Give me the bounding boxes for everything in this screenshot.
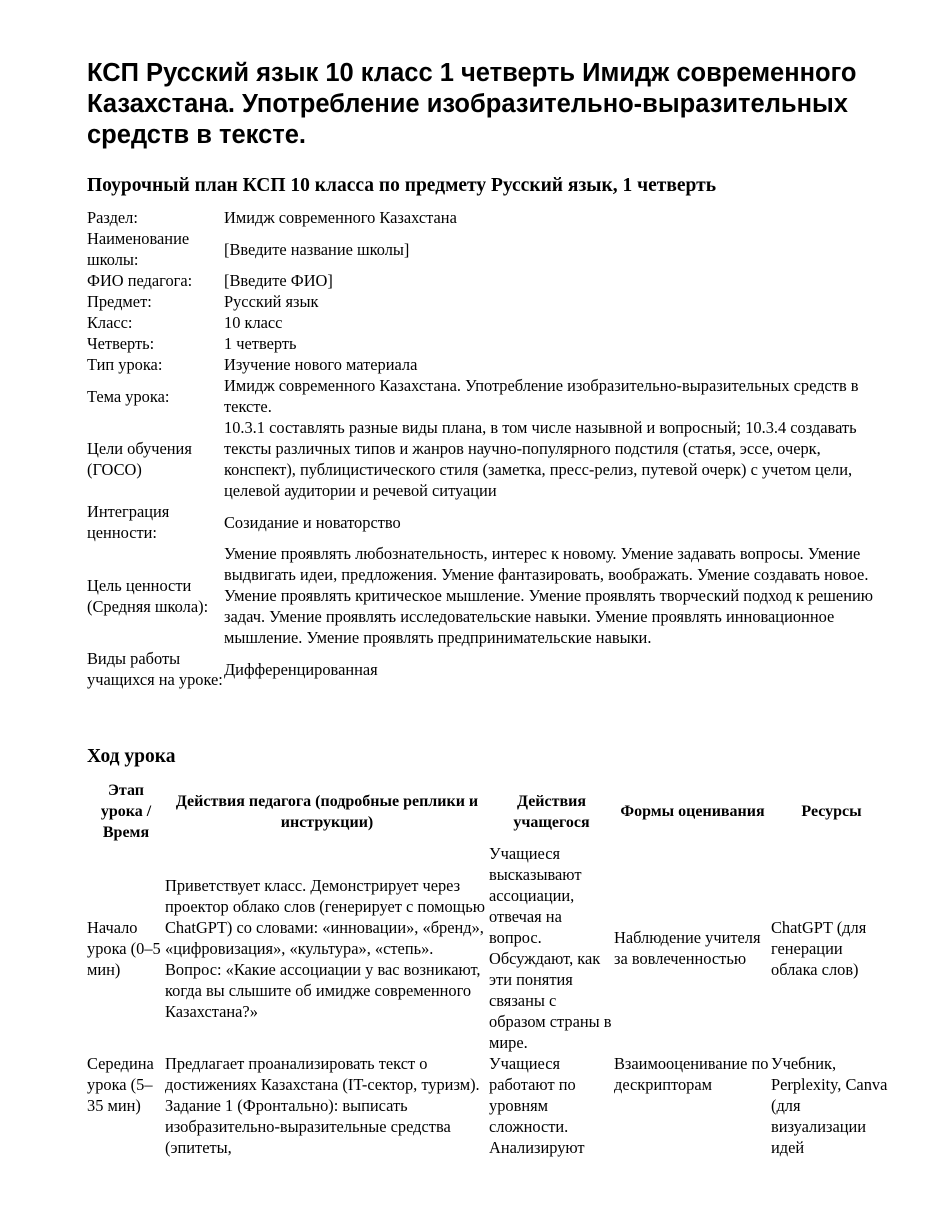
resources-cell: Учебник, Perplexity, Canva (для визуализации идей xyxy=(771,1054,888,1157)
info-label: Предмет: xyxy=(87,292,152,311)
info-row xyxy=(87,228,892,270)
info-value: [Введите ФИО] xyxy=(224,271,333,290)
table-header-row xyxy=(87,780,892,843)
stage-cell: Середина урока (5–35 мин) xyxy=(87,1054,154,1115)
info-value: 10 класс xyxy=(224,313,283,332)
document-title: КСП Русский язык 10 класс 1 четверть Имидж современного Казахстана. Употребление изобразительно-выразительных средств в тексте. xyxy=(87,59,857,149)
column-header: Действия педагога (подробные реплики и инструкции) xyxy=(175,792,479,831)
info-label: Цели обучения (ГОСО) xyxy=(87,439,192,479)
plan-subtitle: Поурочный план КСП 10 класса по предмету Русский язык, 1 четверть xyxy=(87,175,717,196)
info-row xyxy=(87,417,892,501)
column-header: Ресурсы xyxy=(801,803,862,820)
info-label: Интеграция ценности: xyxy=(87,502,170,542)
info-row xyxy=(87,312,892,333)
info-label: Виды работы учащихся на уроке: xyxy=(87,649,223,689)
info-row xyxy=(87,375,892,417)
info-label: Четверть: xyxy=(87,334,155,353)
info-value: Умение проявлять любознательность, интерес к новому. Умение задавать вопросы. Умение выдвигать идеи, предложения. Умение фантазировать, воображать. Умение создавать новое. Умение проявлять критическое мышление. Умение проявлять творческий подход к решению задач. Умение проявлять исследовательские навыки. Умение проявлять инновационное мышление. Умение проявлять предпринимательские навыки. xyxy=(224,544,873,647)
info-label: Наименование школы: xyxy=(87,229,190,269)
stage-cell: Начало урока (0–5 мин) xyxy=(87,917,161,979)
info-row xyxy=(87,543,892,648)
column-header: Формы оценивания xyxy=(620,803,765,820)
info-label: ФИО педагога: xyxy=(87,271,193,290)
teacher-actions-cell: Приветствует класс. Демонстрирует через проектор облако слов (генерирует с помощью ChatGPT) со словами: «инновации», «бренд», «цифровизация», «культура», «степь». Вопрос: «Какие ассоциации у вас возникают, когда вы слышите об имидже современного Казахстана?» xyxy=(165,875,485,1021)
info-value: Изучение нового материала xyxy=(224,355,418,374)
assessment-cell: Взаимооценивание по дескрипторам xyxy=(614,1054,769,1094)
info-label: Тип урока: xyxy=(87,355,163,374)
column-header: Этап урока / Время xyxy=(100,782,152,841)
info-row xyxy=(87,291,892,312)
info-label: Тема урока: xyxy=(87,386,170,406)
student-actions-cell: Учащиеся работают по уровням сложности. Анализируют xyxy=(489,1054,585,1157)
info-value: Созидание и новаторство xyxy=(224,512,401,532)
assessment-cell: Наблюдение учителя за вовлеченностью xyxy=(614,928,761,968)
info-label: Раздел: xyxy=(87,208,138,227)
section-title: Ход урока xyxy=(87,746,176,767)
info-table xyxy=(87,207,892,690)
lesson-table xyxy=(87,780,892,1158)
info-row xyxy=(87,207,892,228)
table-row xyxy=(87,1053,892,1158)
info-value: Имидж современного Казахстана. Употребление изобразительно-выразительных средств в тексте. xyxy=(224,376,859,416)
info-row xyxy=(87,648,892,690)
info-label: Цель ценности (Средняя школа): xyxy=(87,575,209,616)
info-value: 1 четверть xyxy=(224,334,297,353)
info-row xyxy=(87,501,892,543)
column-header: Действия учащегося xyxy=(513,792,590,831)
teacher-actions-cell: Предлагает проанализировать текст о достижениях Казахстана (IT-сектор, туризм). Задание 1 (Фронтально): выписать изобразительно-выразительные средства (эпитеты, xyxy=(165,1054,480,1157)
resources-cell: ChatGPT (для генерации облака слов) xyxy=(771,917,867,979)
info-label: Класс: xyxy=(87,313,133,332)
student-actions-cell: Учащиеся высказывают ассоциации, отвечая на вопрос. Обсуждают, как эти понятия связаны с образом страны в мире. xyxy=(489,844,612,1052)
info-value: Русский язык xyxy=(224,292,319,311)
info-value: Имидж современного Казахстана xyxy=(224,208,457,227)
info-value: 10.3.1 составлять разные виды плана, в том числе назывной и вопросный; 10.3.4 создавать тексты различных типов и жанров научно-популярного подстиля (статья, эссе, очерк, конспект), публицистического стиля (заметка, пресс-релиз, путевой очерк) с учетом цели, целевой аудитории и речевой ситуации xyxy=(224,418,857,500)
info-row xyxy=(87,333,892,354)
info-value: Дифференцированная xyxy=(224,659,378,679)
table-row xyxy=(87,843,892,1053)
info-row xyxy=(87,354,892,375)
info-value: [Введите название школы] xyxy=(224,239,410,259)
info-row xyxy=(87,270,892,291)
